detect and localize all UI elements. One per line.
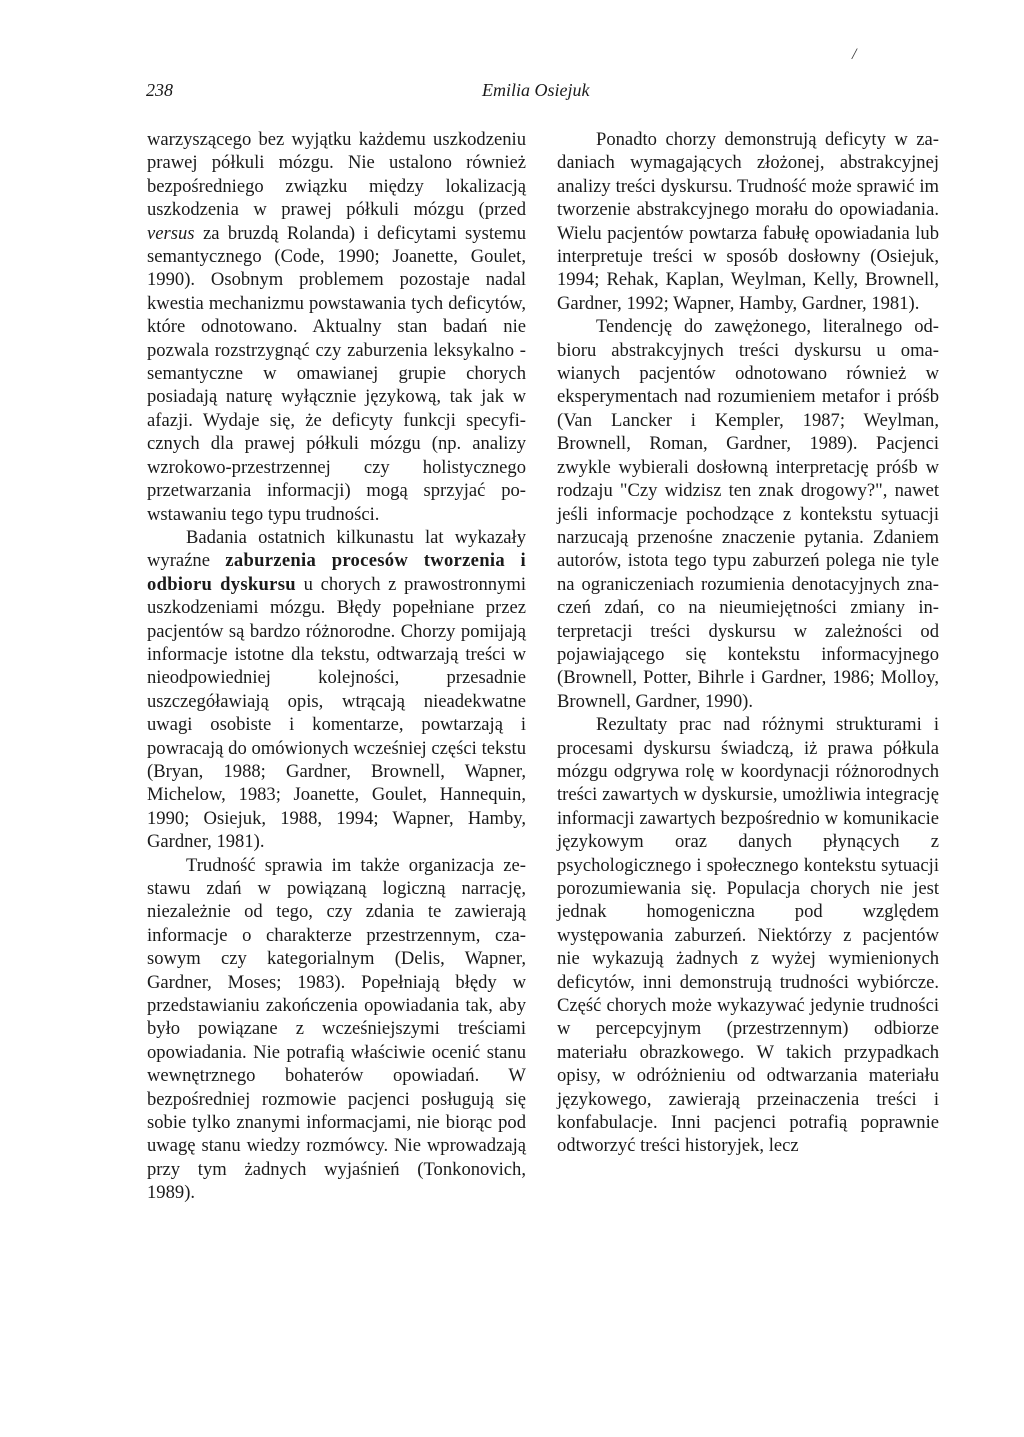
left-paragraph-3: Trudność sprawia im także organizacja zestawu zdań w powiązaną logiczną narrację, niezależnie od tego, czy zdania te zawierają informacje o charakterze przestrzennym, czasowym czy kategorialnym (Delis, Wapner, Gardner, Moses; 1983). Popełniają błędy w przedstawianiu zakończenia opowiadania tak, aby było powiązane z wcześniejszymi treściami opowiadania. Nie potrafią właściwie ocenić stanu wewnętrznego bohaterów opowiadań. W bezpośredniej rozmowie pacjenci posługują się sobie tylko znanymi informacjami, nie biorąc pod uwagę stanu wiedzy rozmówcy. Nie wprowadzają przy tym żadnych wyjaśnień (Tonkonovich, 1989).: [147, 854, 526, 1204]
text-run: warzyszącego bez wyjątku każdemu uszkodzeniu prawej półkuli mózgu. Nie ustalono również bezpośredniego związku między lokalizacją uszkodzenia w prawej półkuli mózgu (przed: [147, 129, 526, 221]
emphasized-term: zaburzenia procesów tworzenia i odbioru dyskursu: [147, 550, 526, 595]
right-column: [557, 128, 939, 1158]
left-paragraph-2: [147, 526, 526, 854]
text-run: u chorych z prawostronnymi uszkodzeniami mózgu. Błędy popełniane przez pacjentów są bardzo różnorodne. Chorzy pomijają informacje istotne dla tekstu, odtwarzają treści w nieodpowiedniej kolejności, przesadnie uszczegóławiają opis, wtrącają nieadekwatne uwagi osobiste i komentarze, powtarzają i powracają do omówionych wcześniej części tekstu (Bryan, 1988; Gardner, Brownell, Wapner, Michelow, 1983; Joanette, Goulet, Hannequin, 1990; Osiejuk, 1988, 1994; Wapner, Hamby, Gardner, 1981).: [147, 573, 527, 853]
left-column: [147, 128, 526, 1205]
right-paragraph-2: Tendencję do zawężonego, literalnego odbioru abstrakcyjnych treści dyskursu u omawianych pacjentów odnotowano również w eksperymentach nad rozumieniem metafor i próśb (Van Lancker i Kempler, 1987; Weylman, Brownell, Roman, Gardner, 1989). Pacjenci zwykle wybierali dosłowną interpretację próśb w rodzaju "Czy widzisz ten znak drogowy?", nawet jeśli informacje pochodzące z kontekstu sytuacji narzucają przenośne znaczenie pytania. Zdaniem autorów, istota tego typu zaburzeń polega nie tyle na ograniczeniach rozumienia denotacyjnych znaczeń zdań, co na nieumiejętności zmiany interpretacji treści dyskursu w zależności od pojawiającego się kontekstu informacyjnego (Brownell, Potter, Bihrle i Gardner, 1986; Molloy, Brownell, Gardner, 1990).: [557, 316, 939, 712]
text-run: za bruzdą Rolanda) i deficytami systemu semantycznego (Code, 1990; Joanette, Goulet, 1990). Osobnym problemem pozostaje nadal kwestia mechanizmu powstawania tych deficytów, które odnotowano. Aktualny stan badań nie pozwala rozstrzygnąć czy zaburzenia leksykalno - semantyczne w omawianej grupie chorych posiadają naturę wyłącznie językową, tak jak w afazji. Wydaje się, że deficyty funkcji specyficznych dla prawej półkuli mózgu (np. analizy wzrokowo-przestrzennej czy holistycznego przetwarzania informacji) mogą sprzyjać powstawaniu tego typu trudności.: [147, 222, 526, 525]
right-paragraph-1: Ponadto chorzy demonstrują deficyty w zadaniach wymagających złożonej, abstrakcyjnej analizy treści dyskursu. Trudność może sprawić im tworzenie abstrakcyjnego morału do opowiadania. Wielu pacjentów powtarza fabułę opowiadania lub interpretuje treści w sposób dosłowny (Osiejuk, 1994; Rehak, Kaplan, Weylman, Kelly, Brownell, Gardner, 1992; Wapner, Hamby, Gardner, 1981).: [557, 129, 939, 314]
right-paragraph-3: Rezultaty prac nad różnymi strukturami i procesami dyskursu świadczą, iż prawa półkula mózgu odgrywa rolę w koordynacji różnorodnych treści zawartych w dyskursie, umożliwia integrację informacji zawartych bezpośrednio w komunikacie językowym oraz danych płynących z psychologicznego i społecznego kontekstu sytuacji porozumiewania się. Populacja chorych nie jest jednak homogeniczna pod względem występowania zaburzeń. Niektórzy z pacjentów nie wykazują żadnych z wyżej wymienionych deficytów, inni demonstrują trudności wybiórcze. Część chorych może wykazywać jedynie trudności w percepcyjnym (przestrzennym) odbiorze materiału obrazkowego. W takich przypadkach opisy, w odróżnieniu od odtwarzania materiału językowego, zawierają przeinaczenia treści i konfabulacje. Inni pacjenci potrafią poprawnie odtworzyć treści historyjek, lecz: [557, 714, 939, 1157]
left-paragraph-1: [147, 128, 526, 526]
running-head: Emilia Osiejuk: [482, 80, 590, 100]
page-number: 238: [146, 80, 173, 100]
italic-term: versus: [147, 222, 195, 244]
stray-mark: /: [852, 46, 857, 63]
text-run: Badania ostatnich kilkunastu lat wykazały wyraźne: [147, 526, 526, 572]
